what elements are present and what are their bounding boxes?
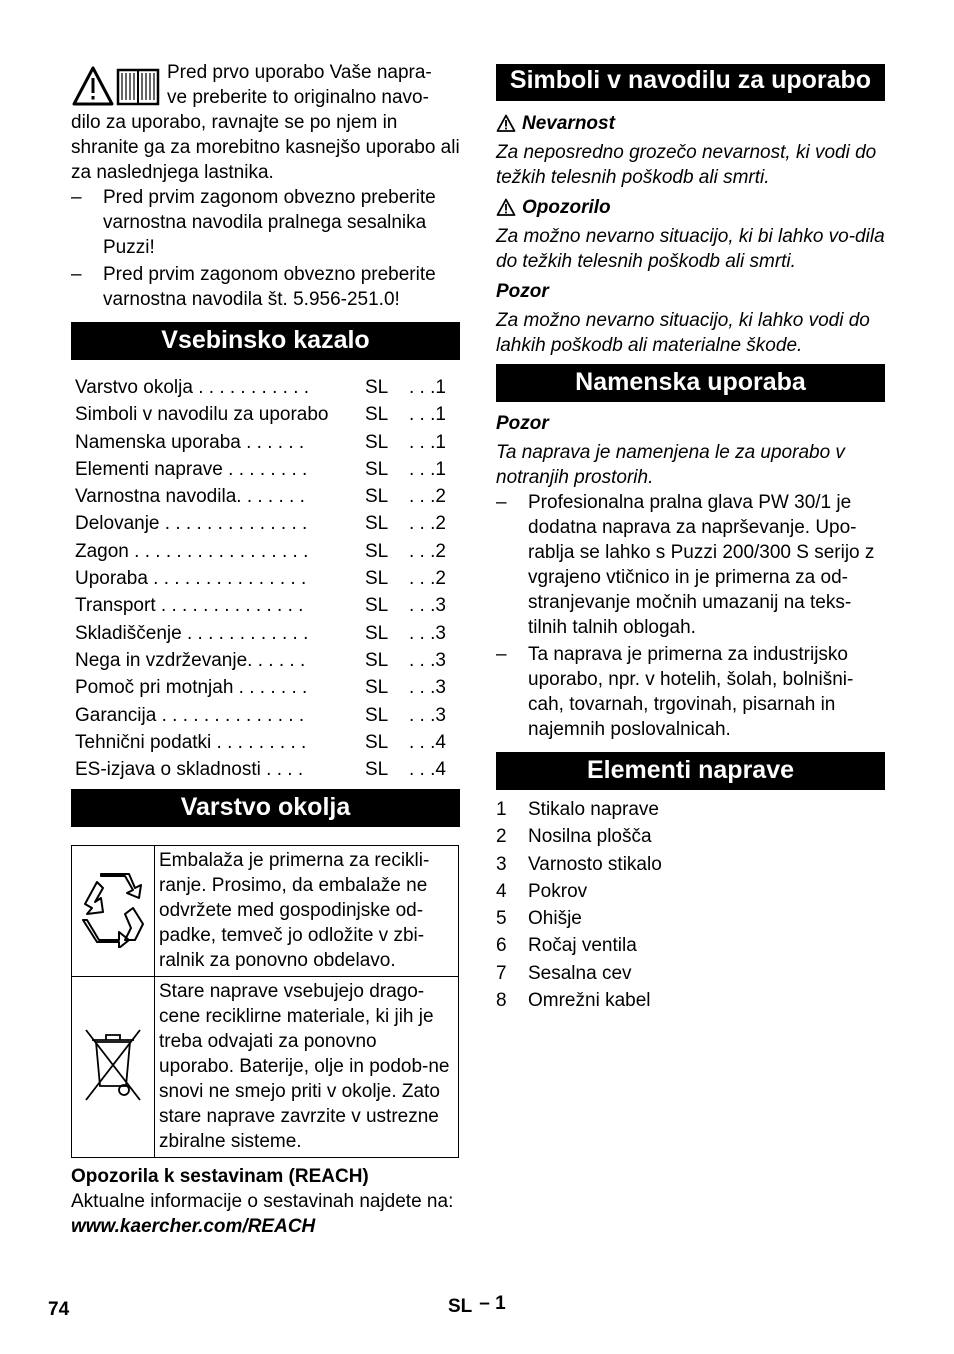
toc-entry-page: . . .3 — [409, 595, 446, 617]
toc-entry-lang: SL — [365, 540, 389, 562]
toc-entry-page: . . .4 — [409, 759, 446, 781]
toc-entry-page: . . .1 — [409, 431, 446, 453]
toc-entry-title: Zagon . . . . . . . . . . . . . . . . . — [75, 540, 309, 562]
environment-text: Embalaža je primerna za recikli-ranje. Prosimo, da embalaže ne odvržete med gospodinjske od-padke, temveč jo odložite v zbi-ralnik za ponovno obdelavo. — [155, 846, 459, 977]
intended-use-caution-text: Ta naprava je namenjena le za uporabo v notranjih prostorih. — [496, 442, 845, 488]
toc-entry[interactable] — [71, 510, 460, 537]
toc-entry-page: . . .1 — [409, 404, 446, 426]
list-item-number: 2 — [496, 826, 507, 848]
toc-entry-lang: SL — [365, 622, 389, 644]
toc-entry-lang: SL — [365, 486, 389, 508]
list-item-label: Stikalo naprave — [528, 799, 659, 820]
toc-entry[interactable] — [71, 538, 460, 565]
toc-entry-title: Uporaba . . . . . . . . . . . . . . . — [75, 568, 307, 590]
environment-table — [71, 845, 459, 1158]
intro-text-line2: ve preberite to originalno navo- — [167, 87, 429, 108]
recycle-icon — [75, 868, 151, 948]
toc-entry[interactable] — [71, 374, 460, 401]
toc-entry-lang: SL — [365, 568, 389, 590]
intended-use-caution-title: Pozor — [496, 413, 549, 434]
toc-entry-title: Transport . . . . . . . . . . . . . . — [75, 595, 304, 617]
list-item-number: 8 — [496, 990, 507, 1012]
toc-entry-title: Elementi naprave . . . . . . . . — [75, 458, 308, 480]
left-column — [71, 60, 460, 1239]
danger-text: Za neposredno grozečo nevarnost, ki vodi do težkih telesnih poškodb ali smrti. — [496, 142, 877, 188]
intro-bullet-text: Pred prvim zagonom obvezno preberite varnostna navodila št. 5.956-251.0! — [103, 264, 436, 310]
toc-entry[interactable] — [71, 729, 460, 756]
dash-marker: – — [71, 187, 82, 208]
section-code: SL — [448, 1296, 472, 1317]
list-item — [496, 851, 885, 878]
toc-entry-title: Nega in vzdrževanje. . . . . . — [75, 649, 306, 671]
intended-use-bullet — [496, 642, 885, 742]
intro-text-line1: Pred prvo uporabo Vaše napra- — [167, 62, 432, 83]
toc-entry[interactable] — [71, 756, 460, 783]
list-item-number: 6 — [496, 935, 507, 957]
toc-entry[interactable] — [71, 483, 460, 510]
toc-heading: Vsebinsko kazalo — [71, 322, 460, 360]
caution-text: Za možno nevarno situacijo, ki lahko vodi do lahkih poškodb ali materialne škode. — [496, 310, 870, 356]
manual-book-icon — [118, 70, 158, 104]
caution-title: Pozor — [496, 281, 549, 302]
toc-entry-lang: SL — [365, 759, 389, 781]
toc-entry-title: ES-izjava o skladnosti . . . . — [75, 759, 304, 781]
toc-entry-lang: SL — [365, 513, 389, 535]
warning-triangle-icon — [496, 198, 516, 216]
elements-heading: Elementi naprave — [496, 752, 885, 790]
environment-text: Stare naprave vsebujejo drago-cene reciklirne materiale, ki jih je treba odvajati za ponovno uporabo. Baterije, olje in podob-ne snovi ne smejo priti v okolje. Zato stare naprave zavrzite v ustrezne zbiralne sisteme. — [155, 977, 459, 1158]
toc-entry-page: . . .1 — [409, 458, 446, 480]
list-item-number: 4 — [496, 880, 507, 902]
toc-entry[interactable] — [71, 592, 460, 619]
intro-text-rest: dilo za uporabo, ravnajte se po njem in shranite ga za morebitno kasnejšo uporabo ali za naslednjega lastnika. — [71, 112, 460, 183]
table-row — [72, 846, 459, 977]
crossed-bin-icon-cell — [72, 977, 155, 1158]
toc-entry-title: Garancija . . . . . . . . . . . . . . — [75, 704, 305, 726]
dash-marker: – — [71, 264, 82, 285]
toc-entry-lang: SL — [365, 377, 389, 398]
warning-text: Za možno nevarno situacijo, ki bi lahko vo-dila do težkih telesnih poškodb ali smrti. — [496, 226, 885, 272]
list-item-label: Ročaj ventila — [528, 935, 637, 957]
intended-use-heading: Namenska uporaba — [496, 364, 885, 402]
list-item — [496, 878, 885, 905]
toc-entry[interactable] — [71, 565, 460, 592]
toc-entry-title: Namenska uporaba . . . . . . — [75, 431, 305, 453]
symbols-heading: Simboli v navodilu za uporabo — [496, 64, 885, 101]
list-item-number: 5 — [496, 908, 507, 930]
list-item-label: Ohišje — [528, 908, 582, 930]
intended-use-bullet-text: Ta naprava je primerna za industrijsko uporabo, npr. v hotelih, šolah, bolnišni-cah, tovarnah, trgovinah, pisarnah in najemnih poslovalnicah. — [528, 644, 854, 740]
toc-entry-lang: SL — [365, 704, 389, 726]
table-of-contents — [71, 374, 460, 783]
list-item-label: Pokrov — [528, 880, 588, 902]
toc-entry-lang: SL — [365, 731, 389, 753]
toc-entry-page: . . .1 — [409, 377, 446, 398]
toc-entry[interactable] — [71, 401, 460, 428]
section-page: – 1 — [479, 1293, 506, 1314]
list-item-number: 1 — [496, 799, 507, 820]
toc-entry-page: . . .2 — [409, 486, 446, 508]
toc-entry[interactable] — [71, 429, 460, 456]
recycle-icon-cell — [72, 846, 155, 977]
toc-entry-page: . . .3 — [409, 649, 446, 671]
toc-entry-title: Varnostna navodila. . . . . . . — [75, 486, 305, 508]
toc-entry[interactable] — [71, 647, 460, 674]
intro-bullet-text: Pred prvim zagonom obvezno preberite varnostna navodila pralnega sesalnika Puzzi! — [103, 187, 436, 258]
page-number: 74 — [48, 1299, 70, 1320]
reach-link[interactable]: www.kaercher.com/REACH — [71, 1216, 316, 1238]
list-item — [496, 932, 885, 959]
table-row — [72, 977, 459, 1158]
danger-title — [496, 111, 885, 136]
list-item-number: 3 — [496, 853, 507, 875]
toc-entry-lang: SL — [365, 431, 389, 453]
list-item — [496, 960, 885, 987]
warning-title — [496, 195, 885, 220]
intro-section — [71, 60, 460, 185]
toc-entry-page: . . .4 — [409, 731, 446, 753]
right-column — [496, 64, 885, 1014]
toc-entry-page: . . .2 — [409, 513, 446, 535]
toc-entry[interactable] — [71, 456, 460, 483]
toc-entry-page: . . .2 — [409, 540, 446, 562]
danger-title-text: Nevarnost — [522, 113, 615, 134]
elements-list — [496, 796, 885, 1014]
toc-entry-lang: SL — [365, 649, 389, 671]
warning-triangle-icon — [496, 114, 516, 132]
environment-heading: Varstvo okolja — [71, 789, 460, 827]
reach-title: Opozorila k sestavinam (REACH) — [71, 1166, 369, 1188]
list-item — [496, 823, 885, 850]
toc-entry-lang: SL — [365, 595, 389, 617]
intended-use-bullet-text: Profesionalna pralna glava PW 30/1 je dodatna naprava za naprševanje. Upo-rablja se lahko s Puzzi 200/300 S serijo z vgrajeno vtičnico in je primerna za od-stranjevanje močnih umazanij na teks-tilnih talnih oblogah. — [528, 492, 875, 638]
list-item — [496, 905, 885, 932]
toc-entry-page: . . .3 — [409, 677, 446, 699]
list-item — [496, 987, 885, 1014]
list-item-label: Omrežni kabel — [528, 990, 651, 1012]
list-item-label: Sesalna cev — [528, 962, 632, 984]
toc-entry-title: Skladiščenje . . . . . . . . . . . . — [75, 622, 309, 644]
toc-entry-title: Delovanje . . . . . . . . . . . . . . — [75, 513, 308, 535]
toc-entry-title: Tehnični podatki . . . . . . . . . — [75, 731, 307, 753]
intro-bullet — [71, 185, 460, 260]
intended-use-bullet — [496, 490, 885, 640]
list-item-label: Varnosto stikalo — [528, 853, 662, 875]
toc-entry[interactable] — [71, 702, 460, 729]
warning-title-text: Opozorilo — [522, 197, 611, 218]
toc-entry[interactable] — [71, 674, 460, 701]
toc-entry-page: . . .2 — [409, 568, 446, 590]
section-footer — [448, 1294, 506, 1319]
toc-entry-lang: SL — [365, 677, 389, 699]
toc-entry-title: Pomoč pri motnjah . . . . . . . — [75, 677, 308, 699]
toc-entry-lang: SL — [365, 404, 389, 426]
toc-entry-lang: SL — [365, 458, 389, 480]
list-item-label: Nosilna plošča — [528, 826, 652, 848]
intro-bullet — [71, 262, 460, 312]
toc-entry-page: . . .3 — [409, 622, 446, 644]
list-item-number: 7 — [496, 962, 507, 984]
toc-entry-title: Varstvo okolja . . . . . . . . . . . — [75, 377, 310, 398]
dash-marker: – — [496, 492, 507, 513]
toc-entry-title: Simboli v navodilu za uporabo — [75, 404, 329, 426]
toc-entry[interactable] — [71, 620, 460, 647]
crossed-bin-icon — [78, 1024, 148, 1104]
toc-entry-page: . . .3 — [409, 704, 446, 726]
dash-marker: – — [496, 644, 507, 665]
list-item — [496, 796, 885, 823]
warning-triangle-icon — [71, 64, 163, 108]
reach-text: Aktualne informacije o sestavinah najdete na: — [71, 1191, 454, 1213]
